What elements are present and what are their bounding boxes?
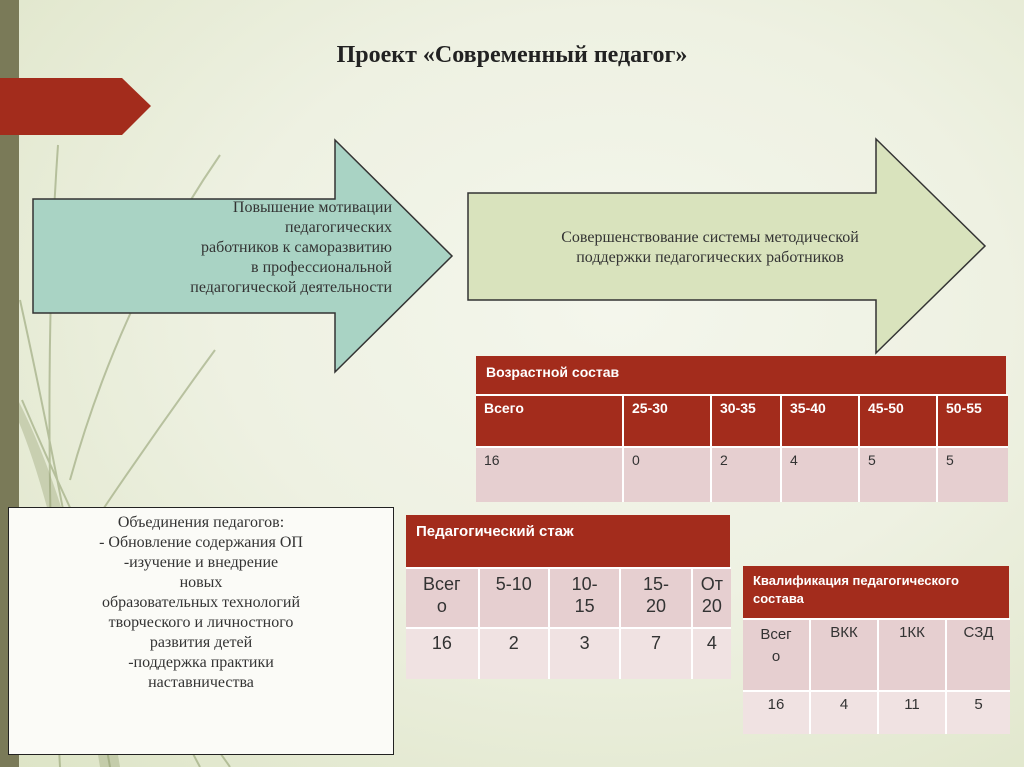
table-cell: 3 <box>550 627 621 679</box>
associations-line: образовательных технологий <box>101 594 301 611</box>
associations-line: наставничества <box>148 674 254 691</box>
experience-table-caption: Педагогический стаж <box>406 515 730 567</box>
associations-line: -поддержка практики <box>128 654 274 671</box>
table-cell: 11 <box>879 690 947 734</box>
table-header-cell: 15- 20 <box>621 567 692 627</box>
table-cell: 0 <box>624 446 712 502</box>
table-cell: 4 <box>782 446 860 502</box>
qualification-table-caption: Квалификация педагогического состава <box>743 566 1009 618</box>
motivation-line: работников к саморазвитию <box>200 239 392 256</box>
table-cell: 5 <box>860 446 938 502</box>
associations-line: Объединения педагогов: <box>117 514 285 531</box>
motivation-line: Повышение мотивации <box>232 199 392 216</box>
associations-line: -изучение и внедрение <box>123 554 279 571</box>
table-header-cell: 50-55 <box>938 394 1008 446</box>
associations-line: развития детей <box>149 634 253 651</box>
table-cell: 7 <box>621 627 692 679</box>
age-table-caption: Возрастной состав <box>476 356 1006 394</box>
table-header-cell: 30-35 <box>712 394 782 446</box>
table-header-cell: 1КК <box>879 618 947 690</box>
table-header-cell: 35-40 <box>782 394 860 446</box>
table-cell: 16 <box>743 690 811 734</box>
table-cell: 16 <box>476 446 624 502</box>
associations-line: - Обновление содержания ОП <box>99 534 303 551</box>
age-table <box>476 394 1008 502</box>
table-header-cell: 45-50 <box>860 394 938 446</box>
motivation-line: в профессиональной <box>251 259 392 276</box>
table-header-cell: 10- 15 <box>550 567 621 627</box>
qualification-table <box>743 618 1010 734</box>
motivation-line: педагогической деятельности <box>190 279 392 296</box>
table-cell: 4 <box>811 690 879 734</box>
table-cell: 5 <box>947 690 1010 734</box>
table-header-cell: ВКК <box>811 618 879 690</box>
associations-line: творческого и личностного <box>108 614 294 631</box>
table-cell: 2 <box>480 627 550 679</box>
table-header-cell: 25-30 <box>624 394 712 446</box>
table-header-cell: От 20 <box>693 567 731 627</box>
page-title: Проект «Современный педагог» <box>336 42 688 68</box>
methodical-line: Совершенствование системы методической <box>561 229 859 246</box>
associations-line: новых <box>179 574 223 591</box>
table-cell: 2 <box>712 446 782 502</box>
table-cell: 16 <box>406 627 480 679</box>
table-header-cell: СЗД <box>947 618 1010 690</box>
table-header-cell: Всего <box>476 394 624 446</box>
associations-text <box>8 513 394 693</box>
table-cell: 4 <box>693 627 731 679</box>
table-cell: 5 <box>938 446 1008 502</box>
table-header-cell: Всег о <box>406 567 480 627</box>
experience-table <box>406 567 731 679</box>
table-header-cell: 5-10 <box>480 567 550 627</box>
table-header-cell: Всег о <box>743 618 811 690</box>
motivation-line: педагогических <box>285 219 392 236</box>
motivation-text <box>120 198 392 298</box>
methodical-line: поддержки педагогических работников <box>576 249 844 266</box>
methodical-text <box>500 228 920 268</box>
